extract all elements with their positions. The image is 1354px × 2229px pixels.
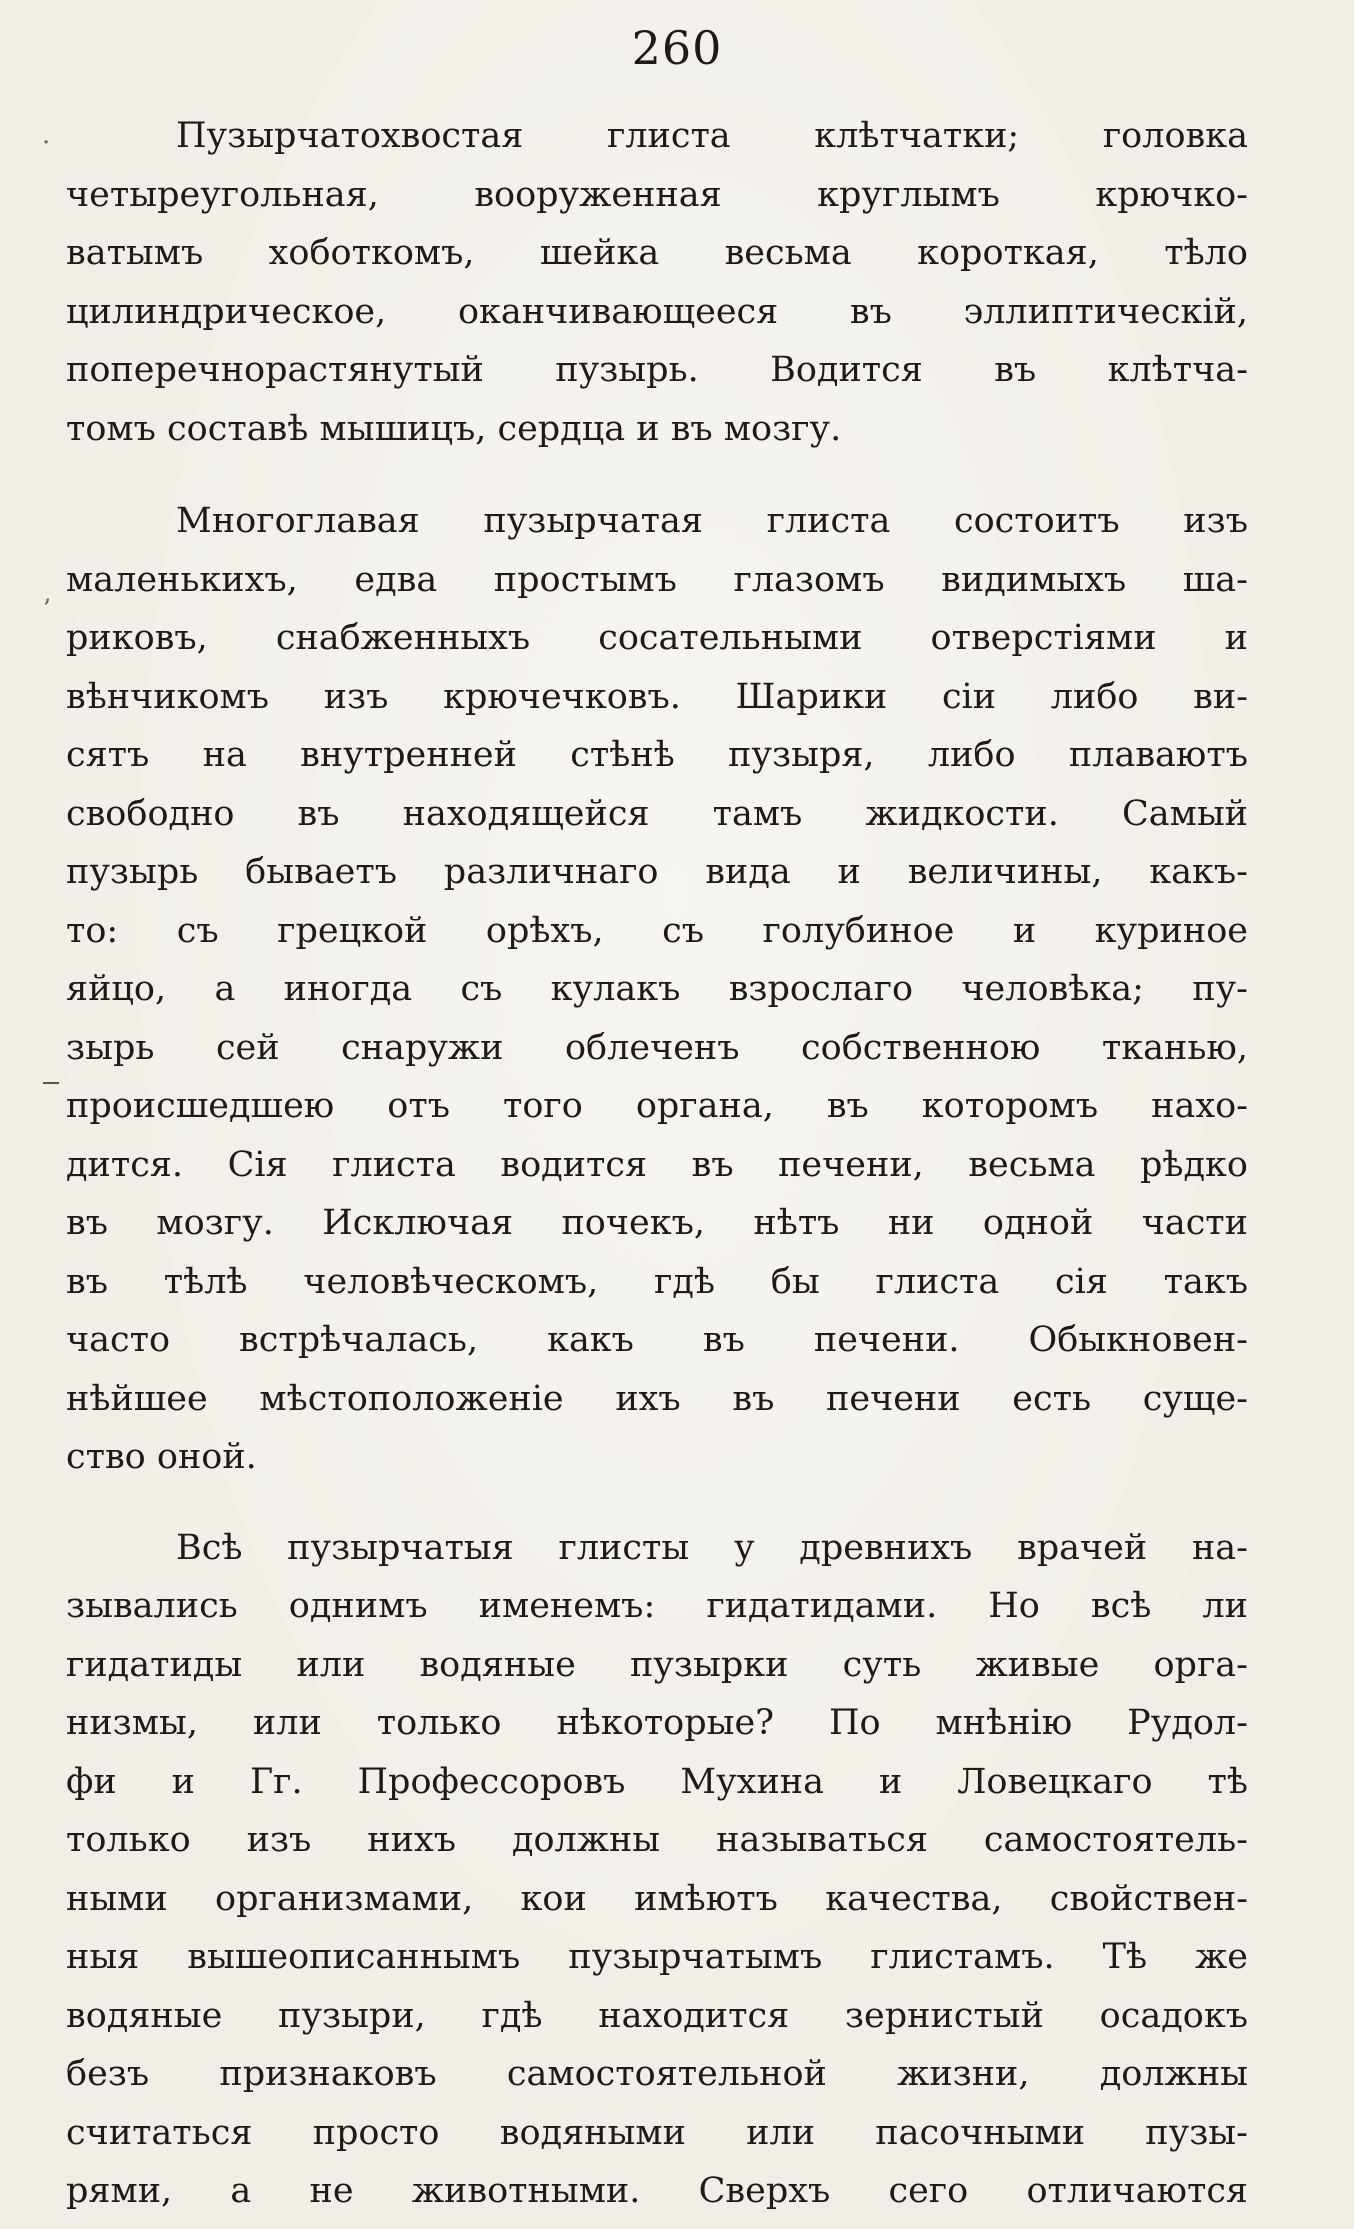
text-line: то: съ грецкой орѣхъ, съ голубиное и куриное	[66, 910, 1248, 951]
text-line: сятъ на внутренней стѣнѣ пузыря, либо плаваютъ	[66, 735, 1248, 775]
text-line: Многоглавая пузырчатая глиста состоитъ изъ	[176, 501, 1248, 541]
text-line: Всѣ пузырчатыя глисты у древнихъ врачей на-	[176, 1527, 1248, 1568]
text-line: зырь сей снаружи облеченъ собственною тканью,	[66, 1027, 1248, 1068]
text-line: маленькихъ, едва простымъ глазомъ видимыхъ ша-	[66, 559, 1248, 600]
paragraph-1	[66, 107, 1248, 458]
text-line: нѣйшее мѣстоположеніе ихъ въ печени есть суще-	[66, 1378, 1248, 1419]
text-line: въ тѣлѣ человѣческомъ, гдѣ бы глиста сія такъ	[66, 1261, 1248, 1302]
page-number: 260	[631, 21, 723, 75]
text-line: ство оной.	[66, 1437, 257, 1477]
text-line: Пузырчатохвостая глиста клѣтчатки; головка	[176, 116, 1248, 156]
text-line: ватымъ хоботкомъ, шейка весьма короткая, тѣло	[66, 233, 1248, 273]
text-line: считаться просто водяными или пасочными пузы-	[66, 2112, 1248, 2153]
text-line: часто встрѣчалась, какъ въ печени. Обыкновен-	[66, 1320, 1248, 1360]
text-line: ныя вышеописаннымъ пузырчатымъ глистамъ. Тѣ же	[66, 1937, 1248, 1977]
text-line: цилиндрическое, оканчивающееся въ эллиптическій,	[66, 291, 1248, 332]
text-line: рями, а не животными. Сверхъ сего отличаются	[66, 2171, 1248, 2211]
paragraph-2	[66, 492, 1248, 1487]
text-line: томъ составѣ мышицъ, сердца и въ мозгу.	[66, 408, 842, 449]
text-line: гидатиды или водяные пузырки суть живые орга-	[66, 1644, 1248, 1685]
text-line: происшедшею отъ того органа, въ которомъ нахо-	[66, 1086, 1248, 1126]
paragraph-3	[66, 1519, 1248, 2221]
text-line: дится. Сія глиста водится въ печени, весьма рѣдко	[66, 1144, 1248, 1185]
text-line: вѣнчикомъ изъ крючечковъ. Шарики сіи либо ви-	[66, 676, 1248, 717]
text-line: риковъ, снабженныхъ сосательными отверстіями и	[66, 618, 1248, 658]
margin-mark: ʼ	[42, 595, 51, 625]
text-line: низмы, или только нѣкоторые? По мнѣнію Рудол-	[66, 1703, 1248, 1743]
margin-tick	[43, 1082, 59, 1084]
margin-dot: ·	[42, 128, 51, 158]
text-body	[66, 107, 1248, 2221]
text-line: зывались однимъ именемъ: гидатидами. Но всѣ ли	[66, 1586, 1248, 1626]
text-line: пузырь бываетъ различнаго вида и величины, какъ-	[66, 852, 1248, 892]
text-line: яйцо, а иногда съ кулакъ взрослаго человѣка; пу-	[66, 969, 1248, 1009]
text-line: только изъ нихъ должны называться самостоятель-	[66, 1820, 1248, 1860]
text-line: фи и Гг. Профессоровъ Мухина и Ловецкаго тѣ	[66, 1761, 1248, 1802]
text-line: свободно въ находящейся тамъ жидкости. Самый	[66, 793, 1248, 834]
text-line: поперечнорастянутый пузырь. Водится въ клѣтча-	[66, 350, 1248, 390]
text-line: водяные пузыри, гдѣ находится зернистый осадокъ	[66, 1995, 1248, 2036]
text-line: ными организмами, кои имѣютъ качества, свойствен-	[66, 1878, 1248, 1919]
text-line: въ мозгу. Исключая почекъ, нѣтъ ни одной части	[66, 1203, 1248, 1243]
text-line: четыреугольная, вооруженная круглымъ крючко-	[66, 174, 1248, 215]
text-line: безъ признаковъ самостоятельной жизни, должны	[66, 2054, 1248, 2094]
